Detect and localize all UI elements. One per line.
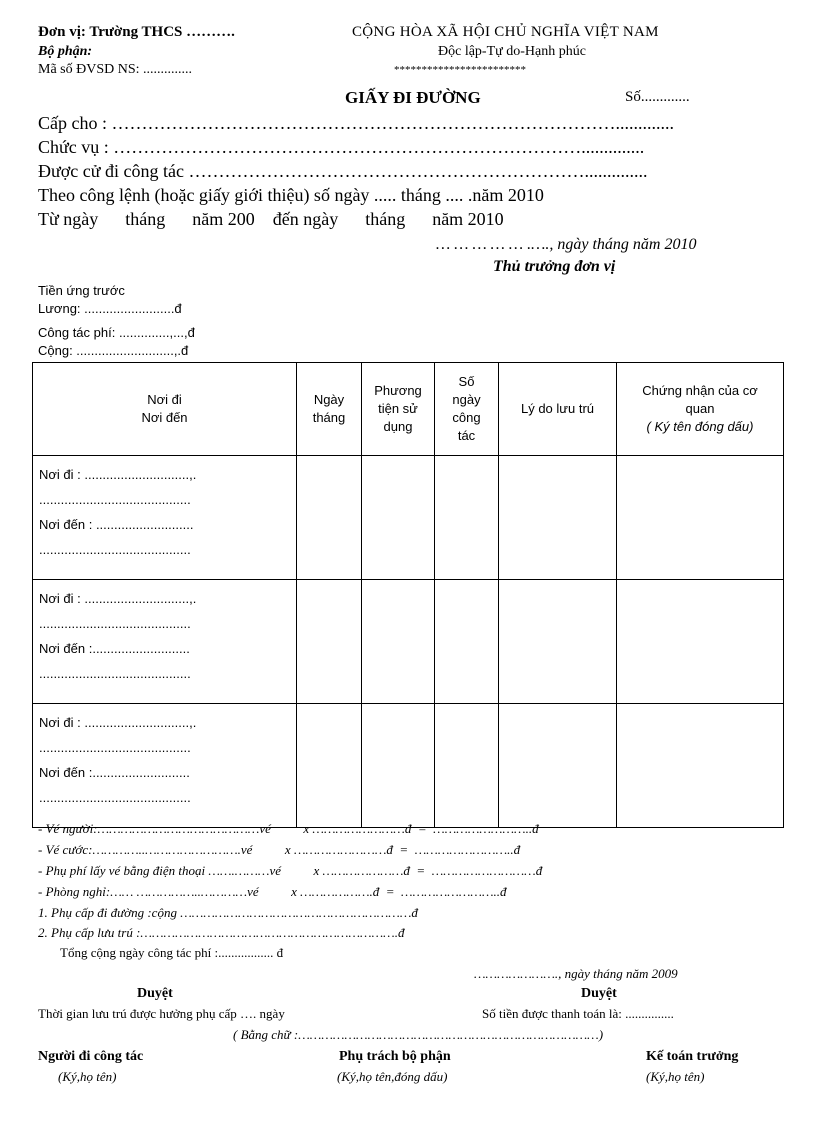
date-cell: [297, 704, 362, 828]
issued-to-field: Cấp cho : ………………………………………………………………………….............: [38, 113, 674, 133]
departure-dots: ..........................................: [39, 492, 191, 507]
approval-date: …………………., ngày tháng năm 2009: [474, 966, 678, 981]
arrival-line: Nơi đến :...........................: [39, 641, 190, 656]
arrival-dots: ..........................................: [39, 542, 191, 557]
departure-dots: ..........................................: [39, 740, 191, 755]
stars-divider: ************************: [394, 64, 526, 76]
transport-cell: [362, 580, 435, 704]
date-cell: [297, 456, 362, 580]
arrival-line: Nơi đến : ...........................: [39, 517, 194, 532]
advance-total: Cộng: ...........................,.đ: [38, 343, 189, 358]
arrival-line: Nơi đến :...........................: [39, 765, 190, 780]
place-cell: [33, 704, 297, 828]
date-cell: [297, 580, 362, 704]
certify-cell: [617, 704, 784, 828]
days-cell: [435, 704, 499, 828]
header-certify: Chứng nhận của cơ quan ( Ký tên đóng dấu): [617, 363, 784, 456]
advance-title: Tiền ứng trước: [38, 283, 125, 298]
transport-cell: [362, 704, 435, 828]
document-title: GIẤY ĐI ĐƯỜNG: [345, 88, 481, 107]
header-transport: Phương tiện sử dụng: [362, 363, 435, 456]
signature-accountant-note: (Ký,họ tên): [646, 1069, 705, 1084]
nation-title: CỘNG HÒA XÃ HỘI CHỦ NGHĨA VIỆT NAM: [352, 24, 659, 40]
issue-date: … … … … … .…., ngày tháng năm 2010: [436, 236, 697, 253]
departure-dots: ..........................................: [39, 616, 191, 631]
table-row: [33, 704, 784, 828]
days-cell: [435, 456, 499, 580]
table-row: [33, 456, 784, 580]
approve-right: Duyệt: [581, 986, 617, 1001]
head-of-unit: Thủ trưởng đơn vị: [493, 258, 616, 275]
reason-cell: [499, 704, 617, 828]
budget-code: Mã số ĐVSD NS: ..............: [38, 62, 193, 77]
departure-line: Nơi đi : .............................,.: [39, 715, 197, 730]
position-field: Chức vụ : ……………………………………………………………………..............: [38, 137, 645, 157]
expense-phone-fee: - Phụ phí lấy vé bằng điện thoại …….………vé x …………………đ = ………………………đ: [38, 863, 543, 878]
paid-amount: Số tiền được thanh toán là: ...............: [482, 1006, 674, 1021]
signature-dept-role: Phụ trách bộ phận: [339, 1049, 451, 1064]
reason-cell: [499, 580, 617, 704]
expense-ticket-person: - Vé người:……………………………………vé x ……………………đ = ……………………..đ: [38, 821, 539, 836]
amount-in-words: ( Bằng chữ :……………………………………………………………………): [233, 1027, 604, 1042]
department-label: Bộ phận:: [38, 44, 93, 59]
header-reason: Lý do lưu trú: [499, 363, 617, 456]
motto: Độc lập-Tự do-Hạnh phúc: [438, 44, 586, 59]
advance-salary: Lương: .........................đ: [38, 301, 182, 316]
signature-traveler-role: Người đi công tác: [38, 1049, 144, 1064]
order-field: Theo công lệnh (hoặc giấy giới thiệu) số ngày ..... tháng .... .năm 2010: [38, 185, 544, 205]
place-cell: [33, 580, 297, 704]
table-header-row: [33, 363, 784, 456]
departure-line: Nơi đi : .............................,.: [39, 467, 197, 482]
expense-ticket-freight: - Vé cước:…………..…………………….vé x ……………………đ = ……………………..đ: [38, 842, 521, 857]
arrival-dots: ..........................................: [39, 790, 191, 805]
signature-accountant-role: Kế toán trưởng: [646, 1049, 739, 1064]
transport-cell: [362, 456, 435, 580]
unit-name: Đơn vị: Trường THCS ……….: [38, 24, 235, 40]
stay-time: Thời gian lưu trú được hưởng phụ cấp …. ngày: [38, 1006, 285, 1021]
advance-fee: Công tác phí: ..............,...,đ: [38, 325, 195, 340]
period-field: Từ ngày tháng năm 200 đến ngày tháng năm 2010: [38, 209, 504, 229]
departure-line: Nơi đi : .............................,.: [39, 591, 197, 606]
header-place: Nơi đi Nơi đến: [33, 363, 297, 456]
approve-left: Duyệt: [137, 986, 173, 1001]
place-cell: [33, 456, 297, 580]
trip-table: [32, 362, 784, 828]
days-cell: [435, 580, 499, 704]
total-fee: Tổng cộng ngày công tác phí :................. đ: [60, 945, 284, 960]
certify-cell: [617, 580, 784, 704]
stay-allowance: 2. Phụ cấp lưu trú :………………………………………………………….đ: [38, 925, 405, 940]
reason-cell: [499, 456, 617, 580]
signature-dept-note: (Ký,họ tên,đóng dấu): [337, 1069, 448, 1084]
header-date: Ngày tháng: [297, 363, 362, 456]
travel-allowance: 1. Phụ cấp đi đường :cộng ……………………………………………………đ: [38, 905, 418, 920]
expense-room: - Phòng nghỉ:…… ……………..…………vé x ……………….đ = ……………………..đ: [38, 884, 507, 899]
document-number: Số.............: [625, 89, 690, 105]
header-days: Số ngày công tác: [435, 363, 499, 456]
certify-cell: [617, 456, 784, 580]
arrival-dots: ..........................................: [39, 666, 191, 681]
table-row: [33, 580, 784, 704]
assignment-field: Được cử đi công tác …………………………………………………………..............: [38, 161, 648, 181]
signature-traveler-note: (Ký,họ tên): [58, 1069, 117, 1084]
